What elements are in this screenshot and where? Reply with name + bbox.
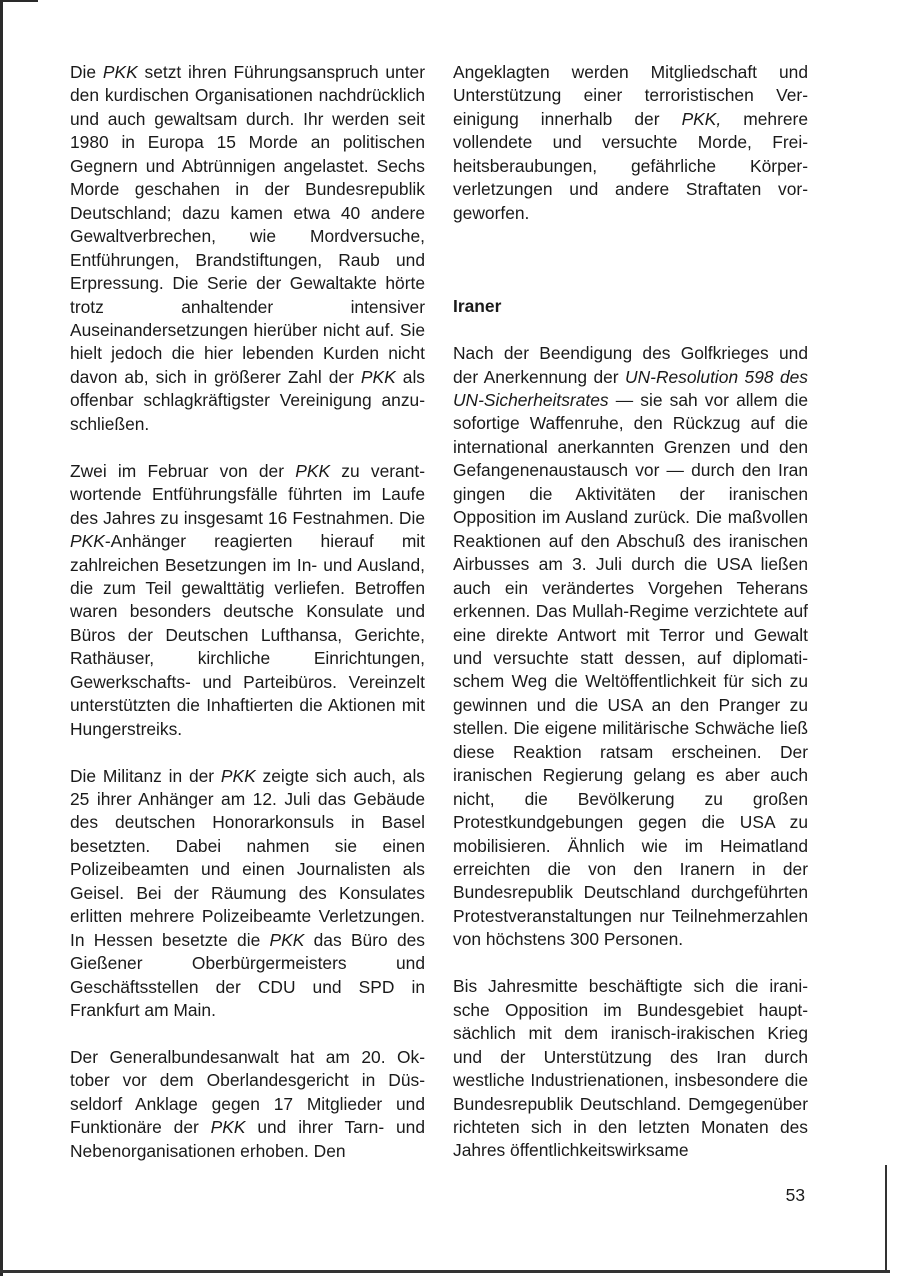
paragraph-opposition: Bis Jahresmitte beschäftigte sich die iranische Opposition im Bundesgebiet hauptsächlich mit dem iranisch-irakischen Krieg und der Unterstützung des Iran durch westliche Industrienationen, insbesondere die Bundesrepublik Deutschland. Demgegenüber richteten sich in den letzten Monaten des Jahres öffentlichkeitswirksame [453, 976, 808, 1161]
left-column [70, 61, 425, 1163]
paragraph-gulf-war: Nach der Beendigung des Golfkrieges und der Anerkennung der UN-Resolution 598 des UN-Sicherheitsrates — sie sah vor allem die sofortige Waffenruhe, den Rückzug auf die international anerkannten Grenzen und den Gefangenenaustausch vor — durch den Iran gingen die Aktivitäten der iranischen Opposition im Ausland zurück. Die maßvollen Reaktionen auf den Abschuß des iranischen Airbusses am 3. Juli durch die USA ließen auch ein verändertes Vorgehen Teherans erkennen. Das Mullah-Regime verzichtete auf eine direkte Antwort mit Terror und Gewalt und versuchte statt dessen, auf diplomatischem Weg die Weltöffentlichkeit für sich zu gewinnen und die USA an den Pranger zu stellen. Die eigene militärische Schwäche ließ diese Reaktion ratsam erscheinen. Der iranischen Regierung gelang es aber auch nicht, die Bevölkerung zu großen Protestkundgebungen gegen die USA zu mobilisieren. Ähnlich wie im Heimatland erreichten die von den Iranern in der Bundesrepublik Deutschland durchgeführten Protestveranstaltungen nur Teilnehmerzahlen von höchstens 300 Personen. [453, 343, 808, 950]
paragraph-militancy: Die Militanz in der PKK zeigte sich auch, als 25 ihrer Anhänger am 12. Juli das Gebäude des deutschen Honorarkonsuls in Basel besetzten. Dabei nahmen sie einen Polizeibeamten und einen Journalisten als Geisel. Bei der Räumung des Konsulates erlitten mehrere Polizeibeamte Verletzungen. In Hessen besetzte die PKK das Büro des Gießener Oberbürgermeisters und Geschäftsstellen der CDU und SPD in Frankfurt am Main. [70, 765, 426, 1021]
paragraph-pkk-leadership: Die PKK setzt ihren Führungsanspruch unter den kurdischen Organisationen nachdrücklich und auch gewaltsam durch. Ihr werden seit 1980 in Europa 15 Morde an politischen Gegnern und Abtrünnigen angelastet. Sechs Morde geschahen in der Bundesrepublik Deutschland; dazu kamen etwa 40 andere Gewaltverbrechen, wie Mordversuche, Entführungen, Brandstiftungen, Raub und Erpressung. Die Serie der Gewaltakte hörte trotz anhaltender intensiver Auseinandersetzungen hierüber nicht auf. Sie hielt jedoch die hier lebenden Kurden nicht davon ab, sich in größerer Zahl der PKK als offenbar schlagkräftigster Vereinigung anzuschließen. [70, 62, 425, 434]
scan-edge-left [0, 0, 3, 1276]
paragraph-charges: Angeklagten werden Mitgliedschaft und Unterstützung einer terroristischen Vereinigung innerhalb der PKK, mehrere vollendete und versuchte Morde, Freiheitsberaubungen, gefährliche Körperverletzungen und andere Straftaten vorgeworfen. [453, 62, 808, 223]
paragraph-kidnappings: Zwei im Februar von der PKK zu verantwortende Entführungsfälle führten im Laufe des Jahres zu insgesamt 16 Festnahmen. Die PKK-Anhänger reagierten hierauf mit zahlreichen Besetzungen im In- und Ausland, die zum Teil gewalttätig verliefen. Betroffen waren besonders deutsche Konsulate und Büros der Deutschen Lufthansa, Gerichte, Rathäuser, kirchliche Einrichtungen, Gewerkschafts- und Parteibüros. Vereinzelt unterstützten die Inhaftierten die Aktionen mit Hungerstreiks. [70, 460, 426, 739]
page-number: 53 [785, 1185, 805, 1205]
scan-edge-right [885, 1165, 887, 1273]
right-column [453, 61, 808, 1163]
scan-edge-top [0, 0, 38, 2]
scan-edge-bottom [0, 1270, 890, 1273]
paragraph-indictment: Der Generalbundesanwalt hat am 20. Oktober vor dem Oberlandesgericht in Düsseldorf Anklage gegen 17 Mitglieder und Funktionäre der PKK und ihrer Tarn- und Nebenorganisationen erhoben. Den [70, 1046, 425, 1161]
section-heading-iraner: Iraner [453, 296, 502, 317]
